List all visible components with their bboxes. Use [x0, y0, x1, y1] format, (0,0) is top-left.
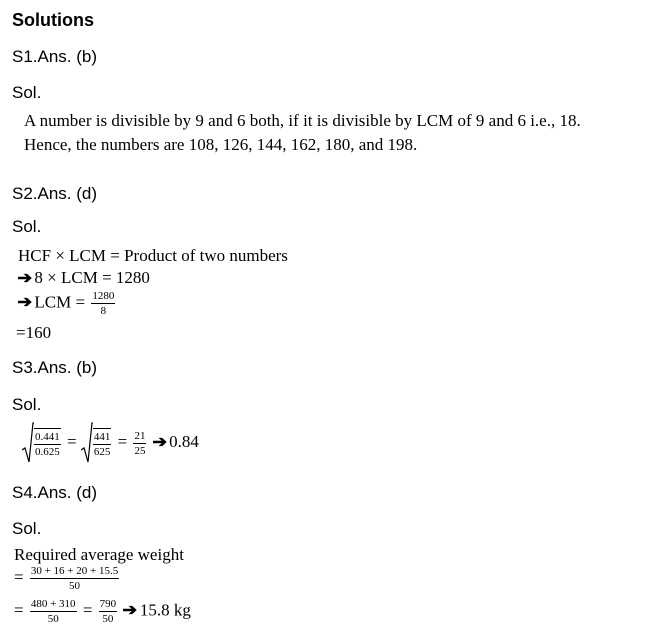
s1-answer: S1.Ans. (b) [12, 47, 98, 66]
right-arrow-icon: ➔ [17, 294, 33, 312]
s2-line-4: =160 [16, 323, 52, 342]
right-arrow-icon: ➔ [122, 602, 138, 620]
s3-root-1: $\frac{0.441}{0.625}$ [22, 422, 63, 464]
s2-answer: S2.Ans. (d) [12, 184, 98, 203]
s3-equation: $\frac{0.441}{0.625}$ = $\frac{441}{625}$ = $\frac{21}{25}$ ➔ 0.84 [22, 422, 199, 464]
s3-fraction: $\frac{21}{25}$ [134, 429, 146, 457]
s2-line-1: HCF × LCM = Product of two numbers [18, 246, 288, 265]
s4-fraction-3: $\frac{790}{50}$ [99, 598, 117, 625]
s4-fraction-1: $\frac{30 + 16 + 20 + 15.5}{50}$ [30, 565, 119, 592]
right-arrow-icon: ➔ [152, 433, 167, 451]
s1-sol-label: Sol. [12, 83, 42, 102]
s2-fraction: $\frac{1280}{8}$ [92, 290, 115, 317]
radical-icon [81, 422, 93, 464]
s3-sol-label: Sol. [12, 395, 42, 414]
s2-line-2: ➔ 8 × LCM = 1280 [17, 268, 150, 287]
s4-sol-label: Sol. [12, 519, 42, 538]
page-title: Solutions [12, 10, 94, 30]
right-arrow-icon: ➔ [17, 270, 33, 287]
radical-icon [22, 422, 34, 464]
s4-line-1: Required average weight [14, 545, 184, 564]
s4-fraction-2: $\frac{480 + 310}{50}$ [30, 598, 76, 625]
s1-line-2: Hence, the numbers are 108, 126, 144, 162, 180, and 198. [24, 135, 418, 154]
s4-line-3: = $\frac{480 + 310}{50}$ = $\frac{790}{50}$ ➔ 15.8 kg [14, 598, 191, 625]
s4-line-2: = $\frac{30 + 16 + 20 + 15.5}{50}$ [14, 565, 119, 592]
s2-sol-label: Sol. [12, 217, 42, 236]
s4-answer: S4.Ans. (d) [12, 483, 98, 502]
s1-line-1: A number is divisible by 9 and 6 both, if it is divisible by LCM of 9 and 6 i.e., 18. [24, 111, 581, 130]
s2-line-3: ➔ LCM = $\frac{1280}{8}$ [17, 290, 115, 317]
s3-root-2: $\frac{441}{625}$ [81, 422, 114, 464]
s3-answer: S3.Ans. (b) [12, 358, 98, 377]
